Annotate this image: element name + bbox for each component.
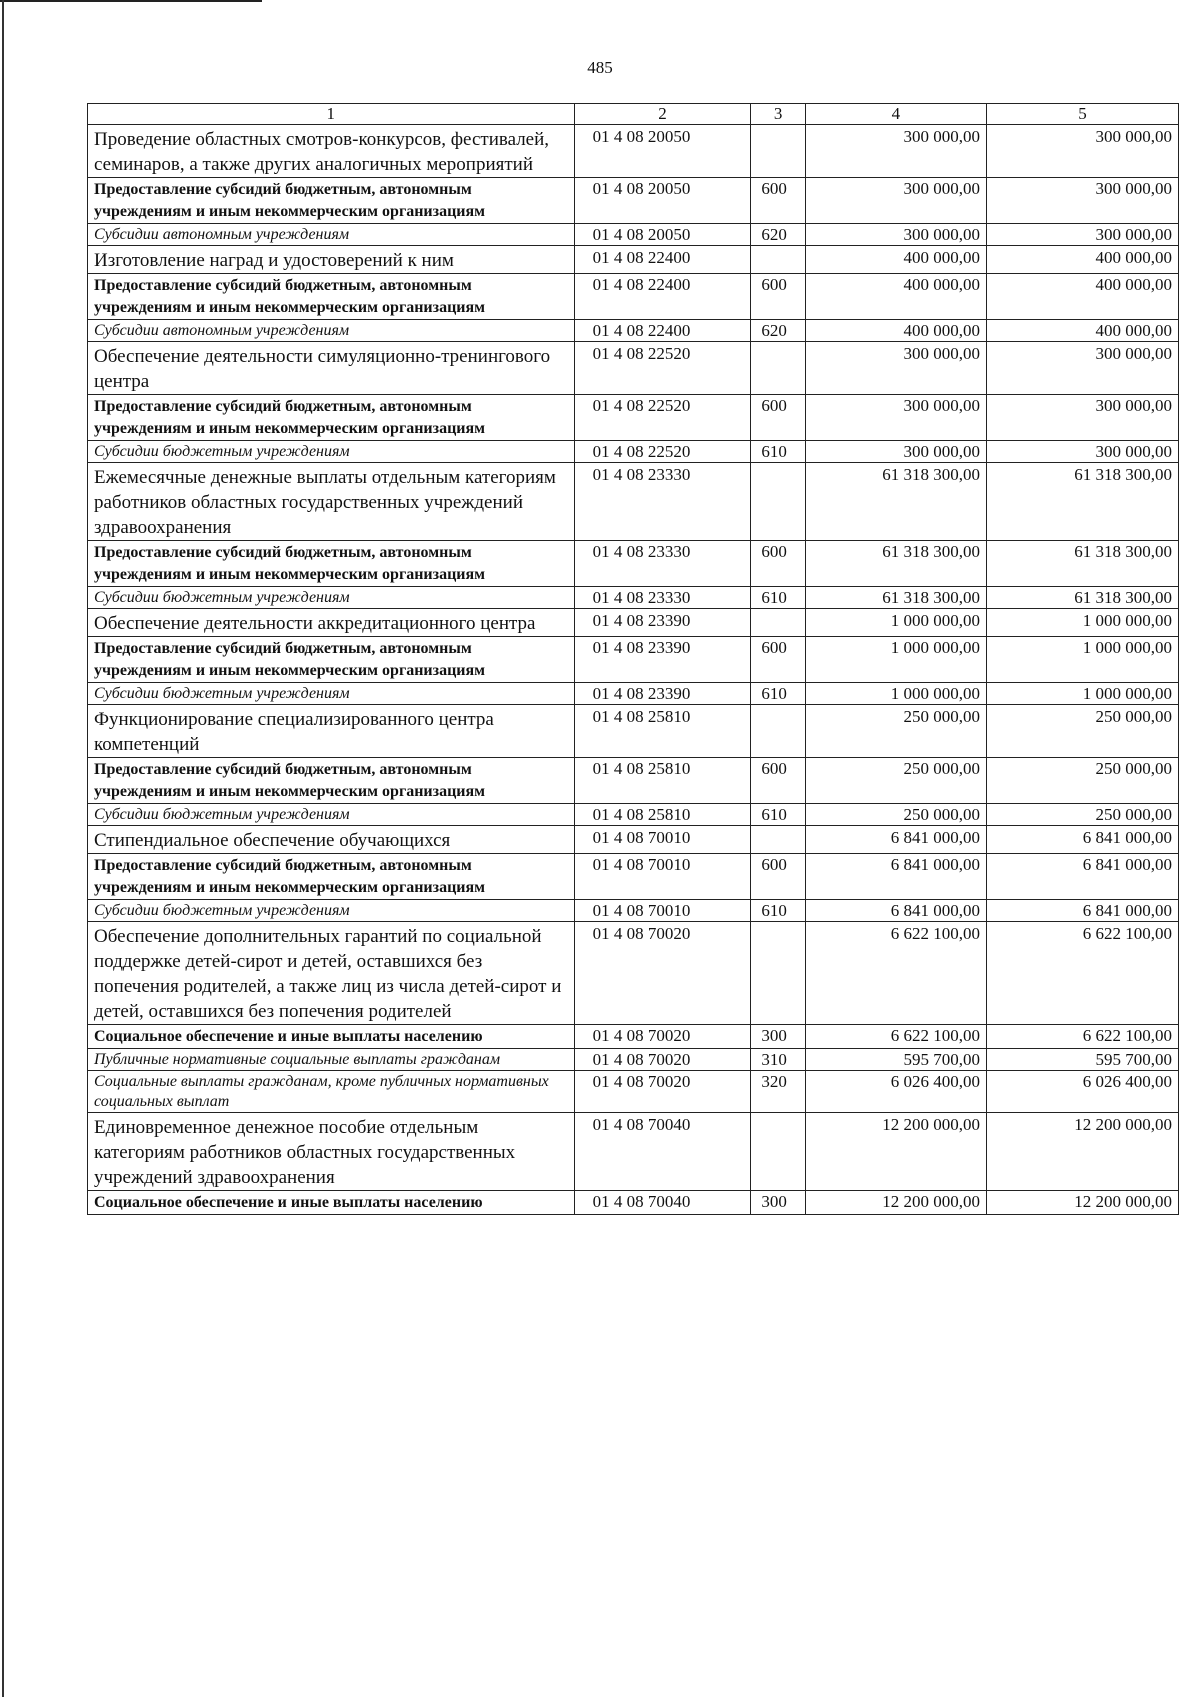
table-row — [88, 1025, 1179, 1049]
row-code: 01 4 08 23330 — [574, 587, 751, 609]
budget-table — [87, 103, 1179, 1215]
table-header-row — [88, 104, 1179, 125]
row-expense-kind — [751, 922, 806, 1025]
scan-edge-left — [2, 0, 4, 1697]
row-code: 01 4 08 70040 — [574, 1113, 751, 1191]
row-expense-kind: 600 — [751, 758, 806, 804]
row-name: Субсидии бюджетным учреждениям — [88, 587, 575, 609]
row-code: 01 4 08 23330 — [574, 541, 751, 587]
row-code: 01 4 08 20050 — [574, 224, 751, 246]
row-amount-col5: 6 622 100,00 — [986, 1025, 1178, 1049]
row-code: 01 4 08 23390 — [574, 683, 751, 705]
row-code: 01 4 08 23390 — [574, 637, 751, 683]
row-expense-kind — [751, 246, 806, 274]
table-row — [88, 1113, 1179, 1191]
row-code: 01 4 08 70010 — [574, 826, 751, 854]
row-name: Обеспечение деятельности аккредитационного центра — [88, 609, 575, 637]
row-code: 01 4 08 70010 — [574, 900, 751, 922]
row-code: 01 4 08 22400 — [574, 274, 751, 320]
row-expense-kind — [751, 705, 806, 758]
row-amount-col4: 1 000 000,00 — [805, 637, 986, 683]
row-code: 01 4 08 20050 — [574, 178, 751, 224]
table-row — [88, 1049, 1179, 1071]
row-name: Субсидии автономным учреждениям — [88, 320, 575, 342]
row-code: 01 4 08 70020 — [574, 1071, 751, 1113]
row-amount-col5: 300 000,00 — [986, 125, 1178, 178]
row-amount-col4: 250 000,00 — [805, 758, 986, 804]
table-row — [88, 922, 1179, 1025]
row-code: 01 4 08 22400 — [574, 320, 751, 342]
table-row — [88, 1191, 1179, 1215]
row-name: Предоставление субсидий бюджетным, автономным учреждениям и иным некоммерческим организациям — [88, 178, 575, 224]
row-amount-col4: 61 318 300,00 — [805, 587, 986, 609]
row-name: Социальные выплаты гражданам, кроме публичных нормативных социальных выплат — [88, 1071, 575, 1113]
row-amount-col5: 300 000,00 — [986, 395, 1178, 441]
row-expense-kind — [751, 463, 806, 541]
row-expense-kind: 610 — [751, 683, 806, 705]
row-code: 01 4 08 70010 — [574, 854, 751, 900]
row-name: Субсидии бюджетным учреждениям — [88, 900, 575, 922]
row-expense-kind — [751, 125, 806, 178]
row-name: Функционирование специализированного центра компетенций — [88, 705, 575, 758]
row-expense-kind — [751, 342, 806, 395]
header-col-1: 1 — [88, 104, 575, 125]
page-number: 485 — [587, 58, 613, 77]
row-amount-col4: 300 000,00 — [805, 441, 986, 463]
row-expense-kind — [751, 609, 806, 637]
table-row — [88, 274, 1179, 320]
row-amount-col4: 1 000 000,00 — [805, 683, 986, 705]
row-amount-col5: 1 000 000,00 — [986, 683, 1178, 705]
row-name: Предоставление субсидий бюджетным, автономным учреждениям и иным некоммерческим организациям — [88, 541, 575, 587]
row-name: Ежемесячные денежные выплаты отдельным категориям работников областных государственных учреждений здравоохранения — [88, 463, 575, 541]
row-amount-col5: 400 000,00 — [986, 274, 1178, 320]
row-amount-col5: 300 000,00 — [986, 224, 1178, 246]
row-amount-col4: 250 000,00 — [805, 804, 986, 826]
table-row — [88, 125, 1179, 178]
row-name: Предоставление субсидий бюджетным, автономным учреждениям и иным некоммерческим организациям — [88, 274, 575, 320]
row-name: Субсидии бюджетным учреждениям — [88, 683, 575, 705]
row-amount-col5: 595 700,00 — [986, 1049, 1178, 1071]
row-amount-col5: 6 841 000,00 — [986, 826, 1178, 854]
row-expense-kind: 610 — [751, 587, 806, 609]
row-amount-col5: 61 318 300,00 — [986, 463, 1178, 541]
row-expense-kind: 600 — [751, 541, 806, 587]
row-code: 01 4 08 23390 — [574, 609, 751, 637]
row-code: 01 4 08 70020 — [574, 1049, 751, 1071]
row-code: 01 4 08 25810 — [574, 758, 751, 804]
table-row — [88, 826, 1179, 854]
table-row — [88, 395, 1179, 441]
row-name: Предоставление субсидий бюджетным, автономным учреждениям и иным некоммерческим организациям — [88, 637, 575, 683]
row-amount-col4: 6 841 000,00 — [805, 826, 986, 854]
row-code: 01 4 08 22520 — [574, 395, 751, 441]
row-code: 01 4 08 23330 — [574, 463, 751, 541]
header-col-3: 3 — [751, 104, 806, 125]
row-amount-col4: 595 700,00 — [805, 1049, 986, 1071]
row-name: Обеспечение дополнительных гарантий по социальной поддержке детей-сирот и детей, оставшихся без попечения родителей, а также лиц из числа детей-сирот и детей, оставшихся без попечения родителей — [88, 922, 575, 1025]
row-amount-col5: 300 000,00 — [986, 441, 1178, 463]
table-row — [88, 342, 1179, 395]
row-expense-kind: 600 — [751, 395, 806, 441]
row-amount-col5: 6 841 000,00 — [986, 854, 1178, 900]
row-amount-col4: 300 000,00 — [805, 395, 986, 441]
row-amount-col5: 61 318 300,00 — [986, 541, 1178, 587]
row-amount-col5: 250 000,00 — [986, 804, 1178, 826]
row-name: Проведение областных смотров-конкурсов, фестивалей, семинаров, а также других аналогичных мероприятий — [88, 125, 575, 178]
row-expense-kind: 600 — [751, 637, 806, 683]
row-expense-kind: 610 — [751, 804, 806, 826]
row-amount-col4: 6 841 000,00 — [805, 854, 986, 900]
row-expense-kind: 600 — [751, 178, 806, 224]
row-amount-col5: 6 841 000,00 — [986, 900, 1178, 922]
row-name: Изготовление наград и удостоверений к ним — [88, 246, 575, 274]
row-name: Предоставление субсидий бюджетным, автономным учреждениям и иным некоммерческим организациям — [88, 854, 575, 900]
table-row — [88, 637, 1179, 683]
row-expense-kind: 620 — [751, 320, 806, 342]
table-row — [88, 178, 1179, 224]
row-amount-col5: 1 000 000,00 — [986, 637, 1178, 683]
table-row — [88, 854, 1179, 900]
row-amount-col5: 300 000,00 — [986, 342, 1178, 395]
row-expense-kind: 610 — [751, 900, 806, 922]
row-code: 01 4 08 20050 — [574, 125, 751, 178]
row-code: 01 4 08 22520 — [574, 441, 751, 463]
row-amount-col4: 61 318 300,00 — [805, 541, 986, 587]
table-row — [88, 246, 1179, 274]
row-name: Стипендиальное обеспечение обучающихся — [88, 826, 575, 854]
table-row — [88, 705, 1179, 758]
row-amount-col5: 1 000 000,00 — [986, 609, 1178, 637]
row-amount-col4: 12 200 000,00 — [805, 1113, 986, 1191]
row-code: 01 4 08 25810 — [574, 705, 751, 758]
row-amount-col5: 6 622 100,00 — [986, 922, 1178, 1025]
table-row — [88, 320, 1179, 342]
row-amount-col4: 300 000,00 — [805, 224, 986, 246]
row-amount-col5: 12 200 000,00 — [986, 1191, 1178, 1215]
row-name: Публичные нормативные социальные выплаты гражданам — [88, 1049, 575, 1071]
row-amount-col5: 250 000,00 — [986, 758, 1178, 804]
header-col-5: 5 — [986, 104, 1178, 125]
row-amount-col4: 12 200 000,00 — [805, 1191, 986, 1215]
row-name: Социальное обеспечение и иные выплаты населению — [88, 1191, 575, 1215]
row-amount-col5: 61 318 300,00 — [986, 587, 1178, 609]
row-code: 01 4 08 70040 — [574, 1191, 751, 1215]
row-expense-kind: 620 — [751, 224, 806, 246]
header-col-2: 2 — [574, 104, 751, 125]
row-name: Социальное обеспечение и иные выплаты населению — [88, 1025, 575, 1049]
row-amount-col4: 1 000 000,00 — [805, 609, 986, 637]
table-row — [88, 463, 1179, 541]
row-amount-col4: 400 000,00 — [805, 246, 986, 274]
table-row — [88, 683, 1179, 705]
row-code: 01 4 08 70020 — [574, 1025, 751, 1049]
row-expense-kind: 300 — [751, 1025, 806, 1049]
row-amount-col5: 12 200 000,00 — [986, 1113, 1178, 1191]
row-name: Субсидии бюджетным учреждениям — [88, 804, 575, 826]
table-row — [88, 1071, 1179, 1113]
scan-edge-top — [0, 0, 262, 2]
table-row — [88, 609, 1179, 637]
header-col-4: 4 — [805, 104, 986, 125]
row-amount-col5: 6 026 400,00 — [986, 1071, 1178, 1113]
row-expense-kind: 610 — [751, 441, 806, 463]
row-amount-col4: 6 026 400,00 — [805, 1071, 986, 1113]
table-row — [88, 441, 1179, 463]
row-amount-col4: 6 622 100,00 — [805, 922, 986, 1025]
row-amount-col5: 250 000,00 — [986, 705, 1178, 758]
row-code: 01 4 08 22520 — [574, 342, 751, 395]
row-amount-col5: 400 000,00 — [986, 246, 1178, 274]
table-row — [88, 900, 1179, 922]
table-row — [88, 804, 1179, 826]
row-code: 01 4 08 22400 — [574, 246, 751, 274]
row-amount-col5: 300 000,00 — [986, 178, 1178, 224]
row-name: Предоставление субсидий бюджетным, автономным учреждениям и иным некоммерческим организациям — [88, 395, 575, 441]
row-expense-kind — [751, 1113, 806, 1191]
row-expense-kind — [751, 826, 806, 854]
row-amount-col4: 61 318 300,00 — [805, 463, 986, 541]
row-name: Субсидии бюджетным учреждениям — [88, 441, 575, 463]
table-row — [88, 587, 1179, 609]
row-name: Субсидии автономным учреждениям — [88, 224, 575, 246]
table-row — [88, 758, 1179, 804]
row-expense-kind: 310 — [751, 1049, 806, 1071]
row-expense-kind: 320 — [751, 1071, 806, 1113]
row-amount-col4: 400 000,00 — [805, 320, 986, 342]
row-name: Обеспечение деятельности симуляционно-тренингового центра — [88, 342, 575, 395]
row-amount-col4: 300 000,00 — [805, 125, 986, 178]
row-expense-kind: 300 — [751, 1191, 806, 1215]
row-amount-col4: 250 000,00 — [805, 705, 986, 758]
row-amount-col4: 6 841 000,00 — [805, 900, 986, 922]
row-code: 01 4 08 25810 — [574, 804, 751, 826]
row-amount-col4: 6 622 100,00 — [805, 1025, 986, 1049]
table-row — [88, 224, 1179, 246]
row-amount-col4: 400 000,00 — [805, 274, 986, 320]
row-name: Единовременное денежное пособие отдельным категориям работников областных государственных учреждений здравоохранения — [88, 1113, 575, 1191]
row-amount-col4: 300 000,00 — [805, 342, 986, 395]
row-expense-kind: 600 — [751, 274, 806, 320]
row-amount-col4: 300 000,00 — [805, 178, 986, 224]
row-expense-kind: 600 — [751, 854, 806, 900]
row-code: 01 4 08 70020 — [574, 922, 751, 1025]
row-amount-col5: 400 000,00 — [986, 320, 1178, 342]
row-name: Предоставление субсидий бюджетным, автономным учреждениям и иным некоммерческим организациям — [88, 758, 575, 804]
table-row — [88, 541, 1179, 587]
